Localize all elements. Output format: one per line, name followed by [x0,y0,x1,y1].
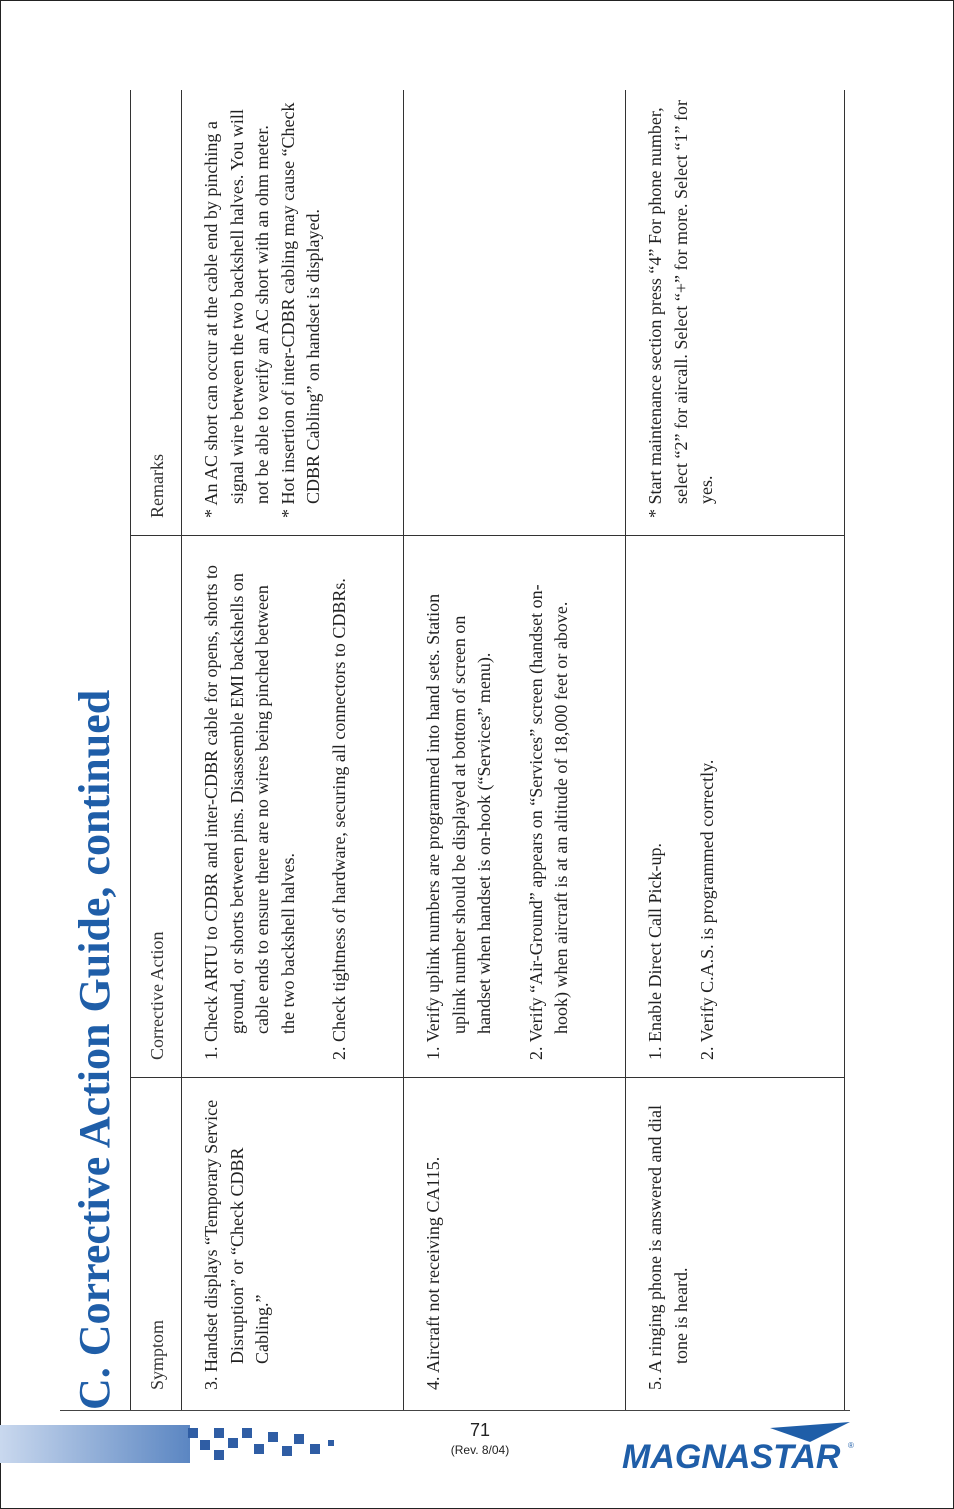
remark-item: * An AC short can occur at the cable end by pinching a signal wire between the two backshell halves. You will not be able to verify an AC short with an ohm meter. [201,109,273,518]
remark-item: * Start maintenance section press “4” For phone number, select “2” for aircall. Select “+” for more. Select “1” for yes. [645,100,717,518]
action-item: 1. Enable Direct Call Pick-up. [645,843,665,1060]
action-item: 1. Verify uplink numbers are programmed into hand sets. Station uplink number should be displayed at bottom of screen on handset when handset is on-hook (“Services” menu). [423,593,495,1060]
action-item: 2. Verify “Air-Ground” appears on “Services” screen (handset on-hook) when aircraft is at an altitude of 18,000 feet or above. [525,584,572,1060]
action-item: 2. Verify C.A.S. is programmed correctly. [696,759,717,1060]
header-corrective-action: Corrective Action [147,931,167,1060]
table-row [625,90,844,1410]
revision-date: (Rev. 8/04) [450,1443,510,1457]
remark-item: * Hot insertion of inter-CDBR cabling may cause “Check CDBR Cabling” on handset is displayed. [277,102,324,518]
remarks-list [643,98,720,518]
svg-text:®: ® [848,1441,854,1450]
table-header-row [131,90,182,1410]
page-title: C. Corrective Action Guide, continued [70,689,119,1410]
page-number: 71 [469,1420,491,1440]
decorative-pixels [170,1422,350,1466]
rotated-content [60,90,850,1410]
symptom-text: 3. Handset displays “Temporary Service Disruption” or “Check CDBR Cabling.” [201,1099,273,1390]
corrective-action-table [130,90,845,1410]
footer-divider [60,1410,850,1411]
table-row [181,90,404,1410]
symptom-text: 4. Aircraft not receiving CA115. [423,1156,443,1390]
action-item: 1. Check ARTU to CDBR and inter-CDBR cable for opens, shorts to ground, or shorts between pins. Disassemble EMI backshells on cable ends to ensure there are no wires being pinched between the two backshell halves. [201,564,298,1060]
symptom-text: 5. A ringing phone is answered and dial tone is heard. [645,1105,691,1390]
decorative-stripe [0,1425,190,1463]
magnastar-logo [620,1420,860,1474]
table-row [403,90,626,1410]
svg-text:MAGNASTAR: MAGNASTAR [622,1438,841,1474]
header-remarks: Remarks [147,454,167,518]
remarks-list [199,98,327,518]
header-symptom: Symptom [147,1319,167,1390]
action-item: 2. Check tightness of hardware, securing all connectors to CDBRs. [329,578,350,1060]
